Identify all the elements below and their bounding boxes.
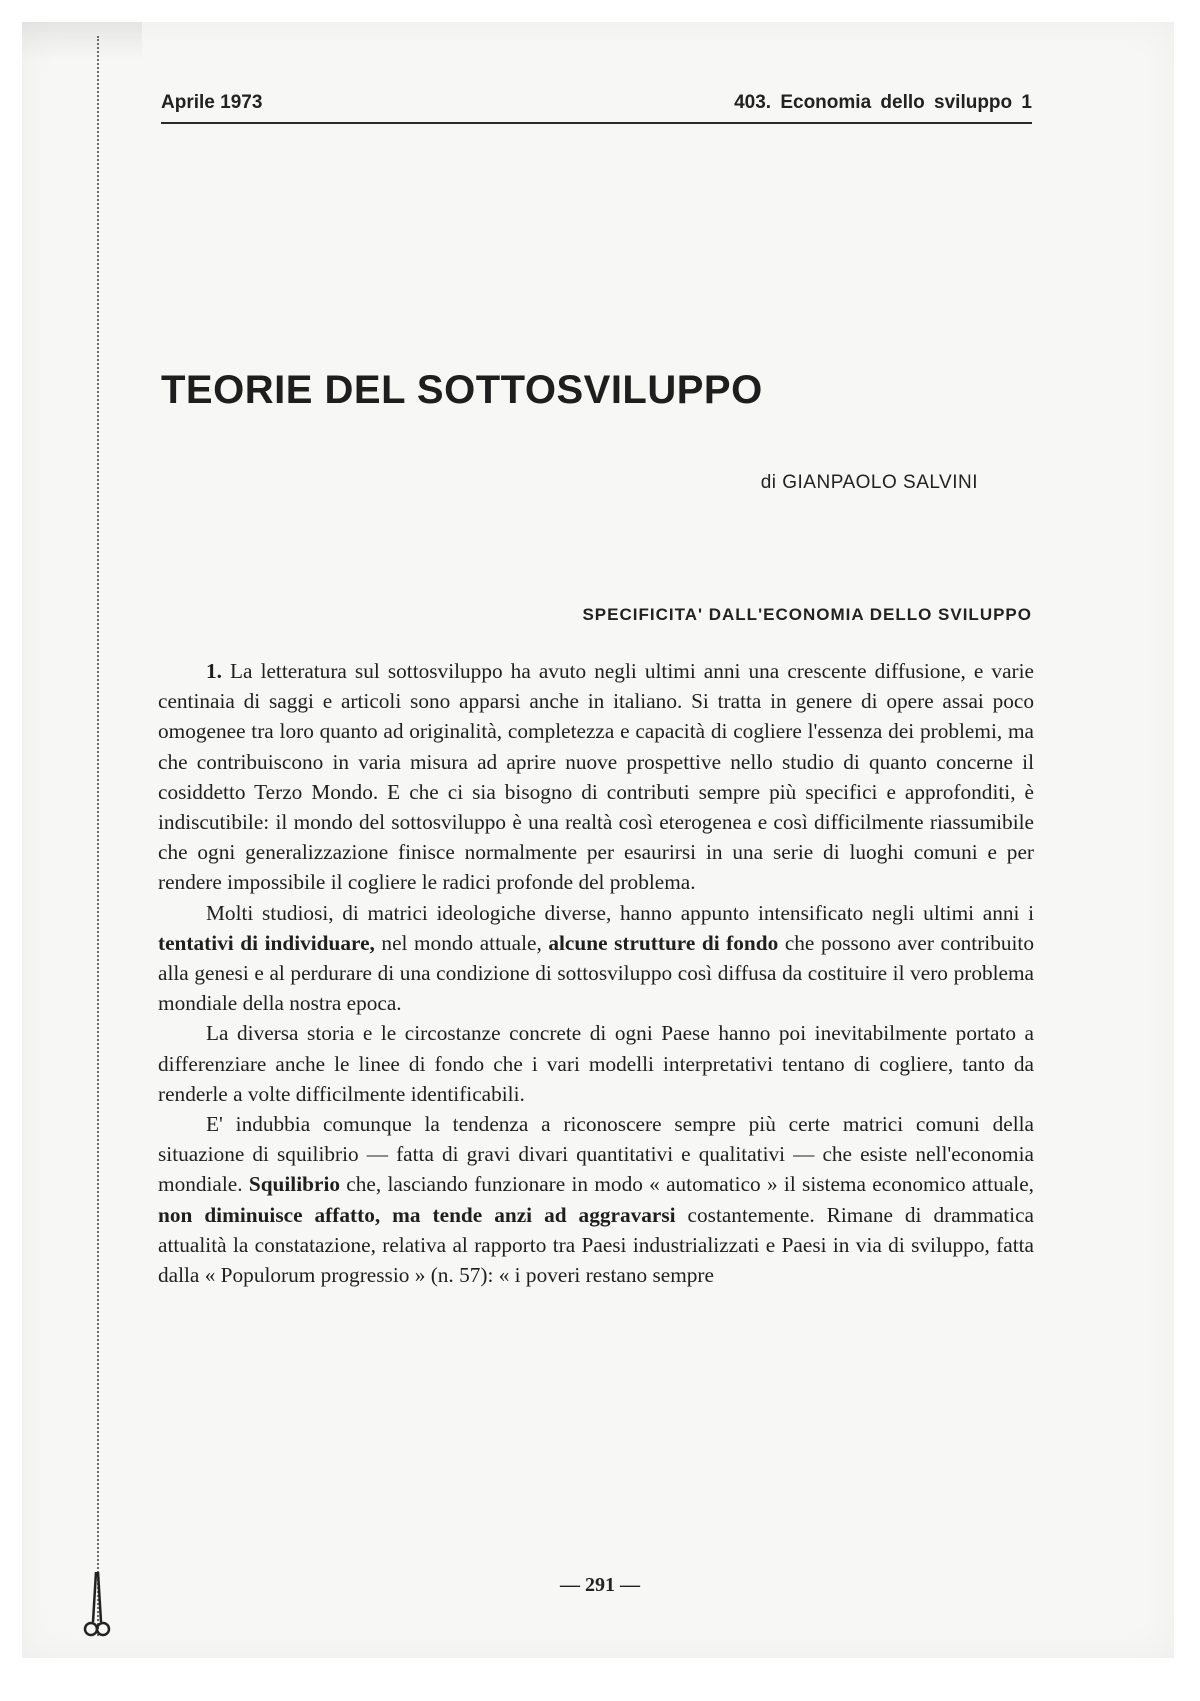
paragraph-text: che possono aver contribuito alla genesi e al perdurare di una condizione di sottosviluppo così diffusa da costituire il vero problema mondiale della nostra epoca.	[158, 930, 1034, 1016]
paragraph-text: che, lasciando funzionare in modo « automatico » il sistema economico attuale,	[340, 1172, 1034, 1197]
bold-emphasis: alcune strutture di fondo	[548, 930, 779, 955]
section-heading: SPECIFICITA' DALL'ECONOMIA DELLO SVILUPPO	[582, 605, 1032, 624]
paragraph-text: nel mondo attuale,	[374, 930, 549, 955]
paragraph-4	[158, 1109, 1034, 1290]
paragraph-text: Molti studiosi, di matrici ideologiche diverse, hanno appunto intensificato negli ultimi anni i	[206, 900, 1034, 925]
running-header	[161, 92, 1032, 124]
paragraph-number: 1.	[206, 659, 222, 683]
paragraph-1	[158, 656, 1034, 898]
page-shadow	[22, 22, 142, 62]
bold-emphasis: non diminuisce affatto, ma tende anzi ad aggravarsi	[158, 1202, 676, 1227]
cut-here-dotted-line	[97, 36, 99, 1636]
paragraph-text: La letteratura sul sottosviluppo ha avuto negli ultimi anni una crescente diffusione, e varie centinaia di saggi e articoli sono apparsi anche in italiano. Si tratta in genere di opere assai poco omogenee tra loro quanto ad originalità, completezza e capacità di cogliere l'essenza dei problemi, ma che contribuiscono in varia misura ad aprire nuove prospettive nello studio di quanto concerne il cosiddetto Terzo Mondo. E che ci sia bisogno di contributi sempre più specifici e approfonditi, è indiscutibile: il mondo del sottosviluppo è una realtà così eterogenea e così difficilmente riassumibile che ogni generalizzazione finisce normalmente per esaurirsi in una serie di luoghi comuni e per rendere impossibile il cogliere le radici profonde del problema.	[158, 659, 1034, 895]
paragraph-2	[158, 898, 1034, 1019]
paragraph-3: La diversa storia e le circostanze concrete di ogni Paese hanno poi inevitabilmente portato a differenziare anche le linee di fondo che i vari modelli interpretativi tentano di cogliere, tanto da renderle a volte difficilmente identificabili.	[158, 1021, 1034, 1106]
author-byline: di GIANPAOLO SALVINI	[760, 472, 978, 493]
article-title: TEORIE DEL SOTTOSVILUPPO	[161, 368, 763, 412]
bold-emphasis: tentativi di individuare,	[158, 930, 375, 955]
paragraph-text: costantemente. Rimane di drammatica attualità la constatazione, relativa al rapporto tra Paesi industrializzati e Paesi in via di sviluppo, fatta dalla « Populorum progressio » (n. 57): « i poveri restano sempre	[158, 1202, 1034, 1288]
bold-emphasis: Squilibrio	[248, 1172, 341, 1197]
page-number: — 291 —	[560, 1574, 640, 1596]
article-body	[158, 656, 1034, 1290]
issue-date: Aprile 1973	[161, 92, 263, 113]
section-label: 403. Economia dello sviluppo 1	[734, 92, 1032, 113]
paragraph-text: E' indubbia comunque la tendenza a riconoscere sempre più certe matrici comuni della situazione di squilibrio — fatta di gravi divari quantitativi e qualitativi — che esiste nell'economia mondiale.	[158, 1112, 1034, 1197]
